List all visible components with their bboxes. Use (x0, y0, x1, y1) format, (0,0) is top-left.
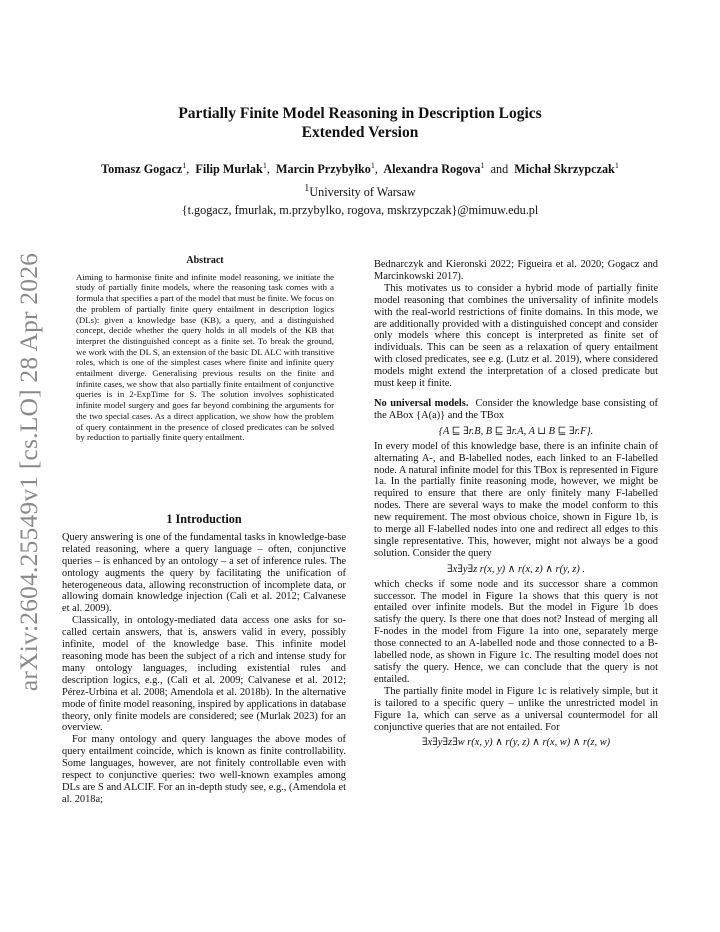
abstract-section (76, 256, 334, 443)
author-affil-mark: 1 (614, 161, 619, 170)
author-name: Filip Murlak (195, 162, 263, 177)
author-affil-mark: 1 (262, 161, 267, 170)
body-paragraph: For many ontology and query languages the above modes of query entailment coincide, which is known as finite controllability. Some languages, however, are not finitely controllable even with respect to conjunctive queries: two well-known examples among DLs are S and ALCIF. For an in-depth study see, e.g., (Amendola et al. 2018a; (62, 734, 346, 805)
introduction-section (62, 514, 346, 806)
author-separator: , (374, 162, 378, 177)
author-affil-mark: 1 (370, 161, 375, 170)
body-paragraph: In every model of this knowledge base, there is an infinite chain of alternating A-, and B-labelled nodes, each linked to an F-labelled node. A natural infinite model for this TBox is represented in Figure 1a. In the partially finite reasoning mode, however, we might be required to ensure that there are only finitely many F-labelled nodes. There are several ways to make the model conform to this new requirement. The most obvious choice, shown in Figure 1b, is to merge all F-labelled nodes into one and redirect all edges to this single representative. This, however, might not always be a good solution. Consider the query (374, 440, 658, 559)
body-paragraph (374, 398, 658, 422)
author-separator: , (266, 162, 270, 177)
arxiv-id: arXiv:2604.25549v1 [cs.LO] 28 Apr 2026 (14, 252, 43, 692)
display-formula: {A ⊑ ∃r.B, B ⊑ ∃r.A, A ⊔ B ⊑ ∃r.F}. (438, 425, 594, 437)
display-formula: ∃x∃y∃z r(x, y) ∧ r(x, z) ∧ r(y, z) . (446, 563, 585, 575)
author-name: Alexandra Rogova (383, 162, 481, 177)
display-formula: ∃x∃y∃z∃w r(x, y) ∧ r(y, z) ∧ r(x, w) ∧ r(z, w) (421, 737, 611, 749)
author-name: Michał Skrzypczak (514, 162, 615, 177)
body-paragraph: The partially finite model in Figure 1c is relatively simple, but it is tailored to a specific query – unlike the unrestricted model in Figure 1a, which can serve as a universal countermodel for all conjunctive queries that are not entailed. For (374, 685, 658, 733)
body-paragraph: This motivates us to consider a hybrid mode of partially finite model reasoning that combines the universality of infinite models with the real-world restrictions of finite domains. In this mode, we are additionally provided with a distinguished concept and consider only models where this concept is interpreted as finite set of individuals. This can be seen as a relaxation of query entailment with closed predicates, see e.g. (Lutz et al. 2019), where considered models might extend the interpretation of a closed predicate but must keep it finite. (374, 282, 658, 390)
author-and: and (490, 162, 509, 177)
body-paragraph: Classically, in ontology-mediated data access one asks for so-called certain answers, that is, answers valid in every, possibly infinite, model of the knowledge base. This infinite model reasoning mode has been the subject of a rich and intense study for many ontology languages, including existential rules and description logics, e.g., (Calì et al. 2009; Calvanese et al. 2012; Pérez-Urbina et al. 2008; Amendola et al. 2018b). In the alternative mode of finite model reasoning, inspired by applications in database theory, only finite models are considered; see (Murlak 2023) for an overview. (62, 615, 346, 734)
affiliation (0, 183, 720, 200)
run-in-heading: No universal models. (374, 397, 469, 409)
body-paragraph: Bednarczyk and Kieronski 2022; Figueira et al. 2020; Gogacz and Marcinkowski 2017). (374, 259, 658, 282)
affiliation-mark: 1 (304, 183, 310, 194)
paragraph-text: Consider the knowledge base consisting of the ABox {A(a)} and the TBox (374, 397, 658, 421)
author-name: Marcin Przybyłko (275, 162, 371, 177)
author-name: Tomasz Gogacz (101, 162, 183, 177)
body-paragraph: Query answering is one of the fundamental tasks in knowledge-base related reasoning, where a query language – often, conjunctive queries – is enhanced by an ontology – a set of inference rules. The ontology augments the query by facilitating the unification of heterogeneous data, allowing reconstruction of incomplete data, or allowing domain knowledge injection (Calì et al. 2012; Calvanese et al. 2009). (62, 531, 346, 615)
title-line-2: Extended Version (301, 124, 419, 141)
author-affil-mark: 1 (480, 161, 485, 170)
author-emails: {t.gogacz, fmurlak, m.przybylko, rogova, mskrzypczak}@mimuw.edu.pl (181, 203, 539, 217)
affiliation-text: University of Warsaw (309, 185, 416, 200)
body-paragraph: which checks if some node and its successor share a common successor. The model in Figure 1a shows that this query is not entailed over infinite models. But the model in Figure 1b does satisfy the query. Is there one that does not? Instead of merging all F-nodes in the model from Figure 1a into one, separately merge those connected to an A-labelled node and those connected to a B-labelled node, as shown in Figure 1c. The resulting model does not satisfy the query. Hence, we can conclude that the query is not entailed. (374, 578, 658, 685)
abstract-text: Aiming to harmonise finite and infinite model reasoning, we initiate the study of partially finite models, where the reasoning task comes with a formula that specifies a part of the model that must be finite. We focus on the problem of partially finite query entailment in description logics (DLs): given a knowledge base (KB), a query, and a distinguished concept, decide whether the query holds in all models of the KB that interpret the distinguished concept as a finite set. To break the ground, we work with the DL S, an extension of the basic DL ALC with transitive roles, which is one of the simplest cases where finite and infinite query entailment diverge. Generalising previous results on the finite and infinite cases, we show that also partially finite entailment of conjunctive queries is in 2-ExpTime for S. The solution involves sophisticated infinite model surgery and goes far beyond combining the arguments for the two special cases. As a direct application, we show how the problem of query containment in the presence of closed predicates can be solved by reduction to partially finite query entailment. (76, 271, 334, 443)
author-separator: , (186, 162, 190, 177)
title-line-1: Partially Finite Model Reasoning in Description Logics (178, 105, 542, 122)
paper-title (0, 104, 720, 142)
arxiv-identifier-sidebar (6, 252, 52, 692)
author-affil-mark: 1 (182, 161, 187, 170)
section-heading: 1 Introduction (166, 512, 242, 526)
author-list (0, 161, 720, 177)
abstract-heading: Abstract (186, 255, 224, 266)
right-column (374, 259, 658, 752)
